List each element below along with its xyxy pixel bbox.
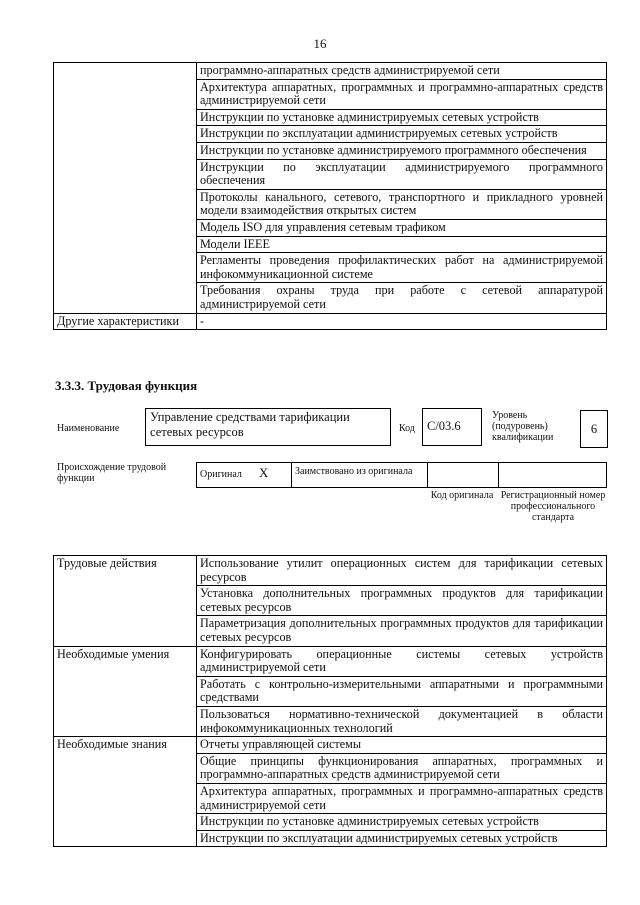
table-row [54,737,607,754]
group-label-labor-actions: Трудовые действия [54,556,197,647]
table-cell: Модели IEEE [197,236,607,253]
group-label-skills: Необходимые умения [54,646,197,737]
table-cell: Требования охраны труда при работе с сетевой аппаратурой администрируемой сети [197,283,607,313]
table-row [54,313,607,330]
function-name-value: Управление средствами тарификации сетевых ресурсов [145,408,391,446]
table-cell: Протоколы канального, сетевого, транспортного и прикладного уровней модели взаимодействия открытых систем [197,189,607,219]
name-label: Наименование [57,423,120,434]
table-cell: Инструкции по установке администрируемых сетевых устройств [197,109,607,126]
table-cell: Регламенты проведения профилактических работ на администрируемой инфокоммуникационной системе [197,253,607,283]
table-cell: Использование утилит операционных систем для тарификации сетевых ресурсов [197,556,607,586]
table-cell: Инструкции по установке администрируемых сетевых устройств [197,814,607,831]
table-cell: Инструкции по эксплуатации администрируемых сетевых устройств [197,126,607,143]
registration-number-cell [499,463,607,488]
table-row [54,646,607,676]
table-cell: Инструкции по эксплуатации администрируемого программного обеспечения [197,159,607,189]
other-characteristics-label: Другие характеристики [54,313,197,330]
knowledge-table-continued [53,62,607,330]
table-cell: программно-аппаратных средств администрируемой сети [197,63,607,80]
table-row [54,556,607,586]
code-original-cell [428,463,499,488]
table-row [54,63,607,80]
group-label-knowledge: Необходимые знания [54,737,197,847]
table-cell: Конфигурировать операционные системы сетевых устройств администрируемой сети [197,646,607,676]
table-cell: Пользоваться нормативно-технической документацией в области инфокоммуникационных технологий [197,706,607,736]
code-original-caption: Код оригинала [430,490,494,501]
table-cell: Отчеты управляющей системы [197,737,607,754]
table-row [197,463,607,488]
borrowed-cell [292,463,428,488]
qualification-level-value: 6 [580,410,608,448]
registration-number-caption: Регистрационный номер профессионального стандарта [500,490,606,523]
table-cell: Работать с контрольно-измерительными аппаратными и программными средствами [197,676,607,706]
code-label: Код [399,423,415,434]
table-cell: Установка дополнительных программных продуктов для тарификации сетевых ресурсов [197,586,607,616]
origin-label: Происхождение трудовой функции [57,462,167,484]
other-characteristics-value: - [197,313,607,330]
borrowed-label: Заимствовано из оригинала [295,466,413,477]
table-cell: Инструкции по установке администрируемого программного обеспечения [197,142,607,159]
origin-table [196,462,607,488]
table-cell: Инструкции по эксплуатации администрируемых сетевых устройств [197,830,607,847]
table-cell: Модель ISO для управления сетевым трафиком [197,219,607,236]
page-number: 16 [313,36,327,51]
row-label-cell [54,63,197,314]
labor-function-table [53,555,607,847]
original-mark: X [258,465,269,480]
table-cell: Общие принципы функционирования аппаратных, программных и программно-аппаратных средств администрируемой сети [197,753,607,783]
table-cell: Параметризация дополнительных программных продуктов для тарификации сетевых ресурсов [197,616,607,646]
table-cell: Архитектура аппаратных, программных и программно-аппаратных средств администрируемой сети [197,79,607,109]
function-code-value: C/03.6 [422,408,482,446]
original-label: Оригинал [200,469,242,480]
qualification-level-label: Уровень (подуровень) квалификации [492,410,554,443]
section-title: 3.3.3. Трудовая функция [55,378,198,393]
table-cell: Архитектура аппаратных, программных и программно-аппаратных средств администрируемой сети [197,783,607,813]
original-cell [197,463,292,488]
